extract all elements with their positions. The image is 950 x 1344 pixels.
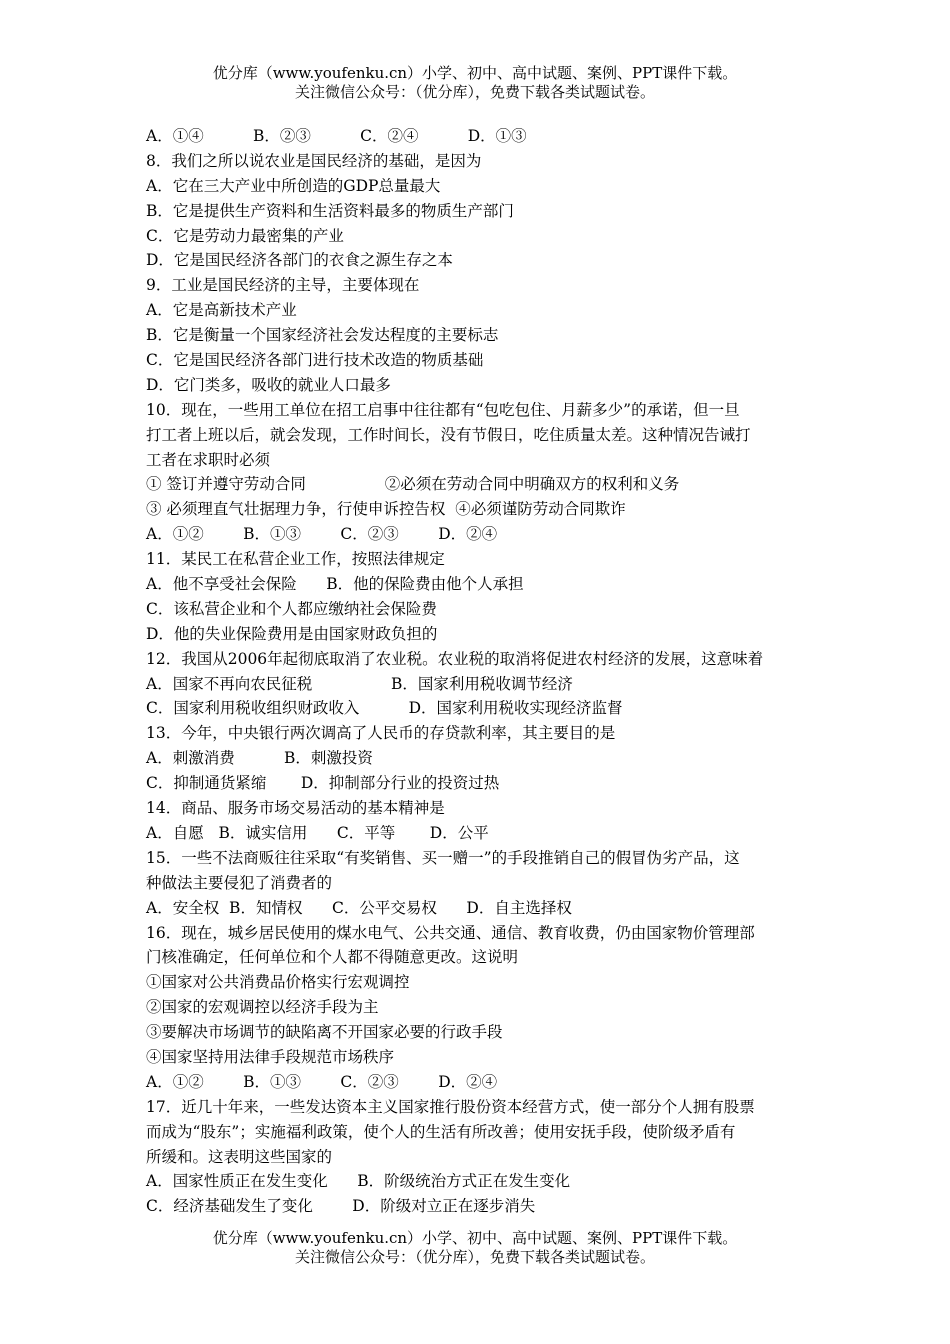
text-line: 10．现在，一些用工单位在招工启事中往往都有“包吃包住、月薪多少”的承诺，但一旦: [146, 400, 740, 419]
text-line: C．该私营企业和个人都应缴纳社会保险费: [146, 599, 437, 618]
text-line: A．他不享受社会保险 B．他的保险费由他个人承担: [146, 575, 524, 594]
footer-line-2: 关注微信公众号：（优分库），免费下载各类试题试卷。: [294, 1248, 655, 1266]
text-line: D．它是国民经济各部门的衣食之源生存之本: [146, 251, 453, 270]
header-line-2: 关注微信公众号：（优分库），免费下载各类试题试卷。: [294, 83, 655, 101]
footer-line-1: 优分库（www.youfenku.cn）小学、初中、高中试题、案例、PPT课件下载。: [212, 1229, 738, 1247]
text-line: D．他的失业保险费用是由国家财政负担的: [146, 624, 438, 643]
text-line: C．抑制通货紧缩 D．抑制部分行业的投资过热: [146, 774, 500, 793]
text-line: 种做法主要侵犯了消费者的: [146, 873, 333, 892]
text-line: ②国家的宏观调控以经济手段为主: [146, 998, 379, 1017]
text-line: 而成为“股东”；实施福利政策，使个人的生活有所改善；使用安抚手段，使阶级矛盾有: [146, 1122, 736, 1141]
text-line: B．它是衡量一个国家经济社会发达程度的主要标志: [146, 326, 499, 345]
text-line: 门核准确定，任何单位和个人都不得随意更改。这说明: [146, 948, 519, 967]
text-line: ③要解决市场调节的缺陷离不开国家必要的行政手段: [146, 1023, 503, 1042]
text-line: ③ 必须理直气壮据理力争，行使申诉控告权 ④必须谨防劳动合同欺诈: [146, 500, 626, 519]
text-line: 16．现在，城乡居民使用的煤水电气、公共交通、通信、教育收费，仍由国家物价管理部: [146, 923, 755, 942]
text-line: A．它在三大产业中所创造的GDP总量最大: [146, 176, 441, 195]
text-line: ①国家对公共消费品价格实行宏观调控: [146, 973, 410, 992]
text-line: A．自愿 B．诚实信用 C．平等 D．公平: [146, 823, 489, 842]
text-line: C．它是国民经济各部门进行技术改造的物质基础: [146, 351, 484, 370]
text-line: ① 签订并遵守劳动合同 ②必须在劳动合同中明确双方的权利和义务: [146, 475, 680, 494]
text-line: A．国家不再向农民征税 B．国家利用税收调节经济: [146, 674, 573, 693]
text-line: A．①④ B．②③ C．②④ D．①③: [146, 127, 527, 145]
text-line: 13．今年，中央银行两次调高了人民币的存贷款利率，其主要目的是: [146, 724, 616, 743]
question-body: [146, 124, 826, 1219]
text-line: 9．工业是国民经济的主导，主要体现在: [146, 276, 420, 295]
page-header: [0, 64, 950, 102]
text-line: 11．某民工在私营企业工作，按照法律规定: [146, 550, 445, 569]
text-line: 17．近几十年来，一些发达资本主义国家推行股份资本经营方式，使一部分个人拥有股票: [146, 1097, 755, 1116]
page-footer: [0, 1229, 950, 1267]
text-line: B．它是提供生产资料和生活资料最多的物质生产部门: [146, 201, 514, 220]
text-line: C．它是劳动力最密集的产业: [146, 226, 344, 245]
text-line: A．国家性质正在发生变化 B．阶级统治方式正在发生变化: [146, 1172, 571, 1191]
text-line: A．①② B．①③ C．②③ D．②④: [146, 525, 498, 544]
text-line: 15．一些不法商贩往往采取“有奖销售、买一赠一”的手段推销自己的假冒伪劣产品，这: [146, 848, 740, 867]
text-line: 14．商品、服务市场交易活动的基本精神是: [146, 799, 445, 818]
header-line-1: 优分库（www.youfenku.cn）小学、初中、高中试题、案例、PPT课件下载。: [212, 64, 738, 82]
text-line: ④国家坚持用法律手段规范市场秩序: [146, 1047, 395, 1066]
text-line: 所缓和。这表明这些国家的: [146, 1147, 333, 1166]
text-line: A．安全权 B．知情权 C．公平交易权 D．自主选择权: [146, 898, 572, 917]
text-line: D．它门类多，吸收的就业人口最多: [146, 375, 391, 394]
text-line: A．①② B．①③ C．②③ D．②④: [146, 1072, 498, 1091]
text-line: C．国家利用税收组织财政收入 D．国家利用税收实现经济监督: [146, 699, 623, 718]
text-line: 12．我国从2006年起彻底取消了农业税。农业税的取消将促进农村经济的发展，这意味着: [146, 649, 764, 668]
text-line: 打工者上班以后，就会发现，工作时间长，没有节假日，吃住质量太差。这种情况告诫打: [146, 425, 751, 444]
text-line: 工者在求职时必须: [146, 450, 271, 469]
text-line: C．经济基础发生了变化 D．阶级对立正在逐步消失: [146, 1197, 536, 1216]
text-line: 8．我们之所以说农业是国民经济的基础，是因为: [146, 151, 482, 170]
text-line: A．刺激消费 B．刺激投资: [146, 749, 373, 768]
text-line: A．它是高新技术产业: [146, 301, 297, 320]
